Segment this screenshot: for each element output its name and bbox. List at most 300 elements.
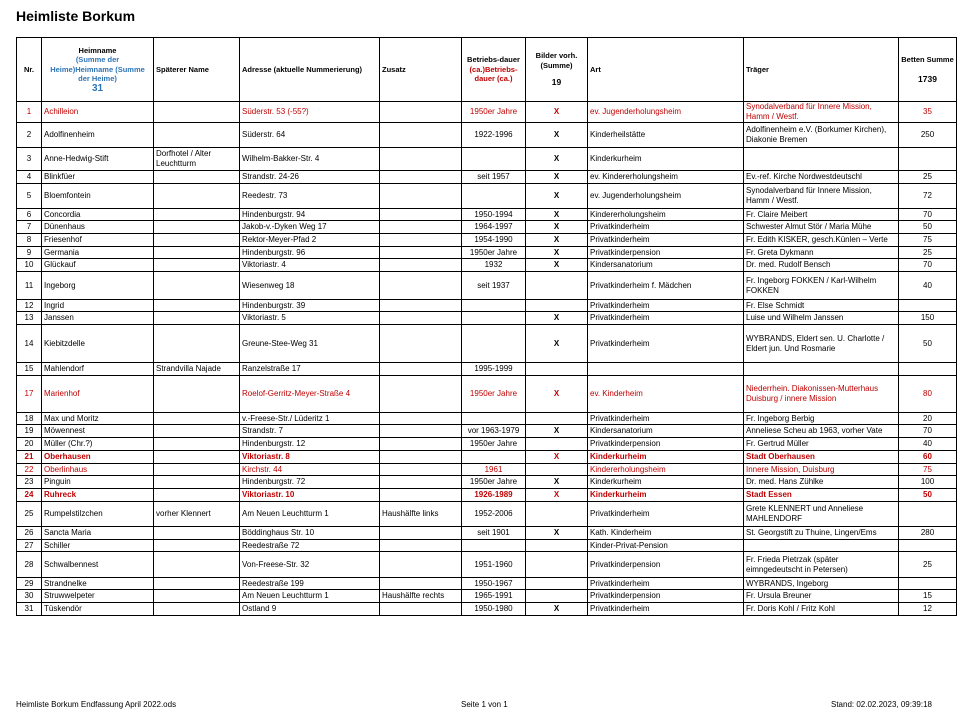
footer-filename: Heimliste Borkum Endfassung April 2022.ods (16, 700, 177, 709)
cell-nr: 9 (17, 247, 42, 259)
cell-zusatz (380, 363, 462, 376)
cell-dauer (462, 540, 526, 552)
cell-bilder: X (526, 123, 588, 148)
cell-name: Marienhof (42, 376, 154, 413)
cell-dauer (462, 300, 526, 312)
cell-zusatz (380, 312, 462, 325)
cell-nr: 7 (17, 221, 42, 234)
cell-betten: 20 (899, 413, 957, 425)
cell-spaeter (154, 325, 240, 363)
cell-betten: 80 (899, 376, 957, 413)
cell-nr: 28 (17, 552, 42, 578)
cell-art: Kindererholungsheim (588, 209, 744, 221)
cell-traeger: Adolfinenheim e.V. (Borkumer Kirchen), Diakonie Bremen (744, 123, 899, 148)
cell-traeger: WYBRANDS, Ingeborg (744, 578, 899, 590)
cell-dauer (462, 312, 526, 325)
cell-traeger (744, 540, 899, 552)
cell-spaeter (154, 376, 240, 413)
cell-spaeter (154, 234, 240, 247)
cell-traeger: Dr. med. Hans Zühlke (744, 476, 899, 489)
cell-bilder: X (526, 603, 588, 616)
cell-nr: 20 (17, 438, 42, 451)
table-row (17, 425, 957, 438)
cell-nr: 24 (17, 489, 42, 502)
cell-bilder (526, 502, 588, 527)
cell-bilder (526, 464, 588, 476)
cell-bilder: X (526, 451, 588, 464)
cell-traeger: Fr. Gertrud Müller (744, 438, 899, 451)
cell-nr: 2 (17, 123, 42, 148)
cell-art: Kinderkurheim (588, 148, 744, 171)
cell-traeger: Fr. Else Schmidt (744, 300, 899, 312)
cell-dauer (462, 451, 526, 464)
cell-art: Privatkinderpension (588, 438, 744, 451)
table-row (17, 590, 957, 603)
col-header-heimname-sub: (Summe der Heime)Heimname (Summe der Heime) (50, 55, 145, 84)
cell-art (588, 363, 744, 376)
cell-adresse: Viktoriastr. 10 (240, 489, 380, 502)
cell-art: Privatkinderheim (588, 300, 744, 312)
cell-dauer: 1926-1989 (462, 489, 526, 502)
cell-adresse: Ranzelstraße 17 (240, 363, 380, 376)
cell-betten: 75 (899, 464, 957, 476)
cell-traeger: Stadt Oberhausen (744, 451, 899, 464)
cell-name: Achilleion (42, 102, 154, 123)
cell-dauer (462, 148, 526, 171)
cell-adresse: Roelof-Gerritz-Meyer-Straße 4 (240, 376, 380, 413)
table-row (17, 209, 957, 221)
table-row (17, 527, 957, 540)
cell-spaeter (154, 209, 240, 221)
cell-art: ev. Jugenderholungsheim (588, 184, 744, 209)
cell-adresse: Von-Freese-Str. 32 (240, 552, 380, 578)
document-title: Heimliste Borkum (16, 8, 136, 24)
table-row (17, 300, 957, 312)
cell-traeger: Grete KLENNERT und Anneliese MAHLENDORF (744, 502, 899, 527)
cell-betten: 60 (899, 451, 957, 464)
cell-bilder: X (526, 425, 588, 438)
cell-spaeter (154, 221, 240, 234)
table-row (17, 376, 957, 413)
cell-betten (899, 363, 957, 376)
cell-spaeter (154, 425, 240, 438)
col-header-betten: Betten Summe 1739 (899, 38, 957, 102)
table-row (17, 272, 957, 300)
footer-page: Seite 1 von 1 (461, 700, 508, 709)
cell-adresse: Wilhelm-Bakker-Str. 4 (240, 148, 380, 171)
cell-dauer: seit 1937 (462, 272, 526, 300)
cell-traeger: WYBRANDS, Eldert sen. U. Charlotte / Eldert jun. Und Rosmarie (744, 325, 899, 363)
cell-zusatz: Haushälfte rechts (380, 590, 462, 603)
cell-betten: 70 (899, 259, 957, 272)
cell-art: Kath. Kinderheim (588, 527, 744, 540)
cell-spaeter (154, 540, 240, 552)
cell-betten: 35 (899, 102, 957, 123)
cell-betten: 40 (899, 272, 957, 300)
cell-betten: 75 (899, 234, 957, 247)
cell-spaeter (154, 438, 240, 451)
cell-art: Kinderkurheim (588, 476, 744, 489)
cell-adresse: Ostland 9 (240, 603, 380, 616)
cell-art: Kinderheilstätte (588, 123, 744, 148)
cell-spaeter (154, 123, 240, 148)
cell-art: Privatkinderpension (588, 590, 744, 603)
cell-adresse: Reedestr. 73 (240, 184, 380, 209)
cell-zusatz (380, 247, 462, 259)
table-row (17, 259, 957, 272)
table-row (17, 489, 957, 502)
cell-nr: 29 (17, 578, 42, 590)
cell-spaeter (154, 247, 240, 259)
cell-name: Sancta Maria (42, 527, 154, 540)
table-row (17, 502, 957, 527)
cell-name: Dünenhaus (42, 221, 154, 234)
cell-traeger: Fr. Frieda Pietrzak (später eimngedeutscht in Petersen) (744, 552, 899, 578)
cell-nr: 8 (17, 234, 42, 247)
cell-spaeter (154, 464, 240, 476)
cell-art: Kinderkurheim (588, 489, 744, 502)
cell-dauer: seit 1957 (462, 171, 526, 184)
cell-spaeter (154, 451, 240, 464)
cell-zusatz (380, 123, 462, 148)
cell-betten: 250 (899, 123, 957, 148)
cell-name: Kiebitzdelle (42, 325, 154, 363)
cell-zusatz (380, 102, 462, 123)
cell-zusatz (380, 272, 462, 300)
cell-adresse: Hindenburgstr. 96 (240, 247, 380, 259)
cell-adresse: Greune-Stee-Weg 31 (240, 325, 380, 363)
cell-bilder: X (526, 247, 588, 259)
cell-traeger: Fr. Edith KISKER, gesch.Künlen – Verte (744, 234, 899, 247)
cell-art: Privatkinderheim (588, 312, 744, 325)
cell-adresse: Strandstr. 24-26 (240, 171, 380, 184)
table-row (17, 325, 957, 363)
cell-zusatz (380, 234, 462, 247)
cell-art: ev. Jugenderholungsheim (588, 102, 744, 123)
table-row (17, 148, 957, 171)
cell-zusatz (380, 413, 462, 425)
cell-art: Privatkinderheim (588, 578, 744, 590)
cell-bilder: X (526, 221, 588, 234)
cell-name: Strandnelke (42, 578, 154, 590)
cell-zusatz (380, 489, 462, 502)
cell-nr: 6 (17, 209, 42, 221)
cell-adresse: Hindenburgstr. 12 (240, 438, 380, 451)
cell-zusatz (380, 221, 462, 234)
cell-adresse: v.-Freese-Str./ Lüderitz 1 (240, 413, 380, 425)
cell-betten: 25 (899, 247, 957, 259)
cell-betten: 70 (899, 209, 957, 221)
cell-spaeter (154, 259, 240, 272)
cell-dauer: 1965-1991 (462, 590, 526, 603)
cell-traeger: Fr. Ursula Breuner (744, 590, 899, 603)
cell-traeger: Schwester Almut Stör / Maria Mühe (744, 221, 899, 234)
cell-betten: 50 (899, 221, 957, 234)
cell-bilder: X (526, 489, 588, 502)
table-row (17, 540, 957, 552)
cell-name: Struwwelpeter (42, 590, 154, 603)
cell-nr: 13 (17, 312, 42, 325)
col-header-dauer-sub: (ca.)Betriebs-dauer (ca.) (469, 64, 518, 84)
cell-adresse: Viktoriastr. 5 (240, 312, 380, 325)
cell-zusatz (380, 603, 462, 616)
cell-name: Adolfinenheim (42, 123, 154, 148)
cell-dauer: 1952-2006 (462, 502, 526, 527)
cell-adresse: Süderstr. 64 (240, 123, 380, 148)
cell-dauer: 1964-1997 (462, 221, 526, 234)
cell-dauer (462, 325, 526, 363)
cell-betten: 150 (899, 312, 957, 325)
cell-traeger: Fr. Doris Kohl / Fritz Kohl (744, 603, 899, 616)
cell-adresse: Viktoriastr. 8 (240, 451, 380, 464)
cell-bilder (526, 438, 588, 451)
cell-zusatz (380, 464, 462, 476)
cell-bilder: X (526, 312, 588, 325)
cell-spaeter (154, 590, 240, 603)
cell-spaeter (154, 603, 240, 616)
cell-name: Friesenhof (42, 234, 154, 247)
cell-nr: 5 (17, 184, 42, 209)
cell-art: Privatkinderheim (588, 502, 744, 527)
cell-spaeter (154, 489, 240, 502)
cell-name: Ruhreck (42, 489, 154, 502)
cell-adresse: Viktoriastr. 4 (240, 259, 380, 272)
cell-dauer: 1950er Jahre (462, 438, 526, 451)
table-row (17, 603, 957, 616)
cell-dauer: 1932 (462, 259, 526, 272)
cell-art: Kinder-Privat-Pension (588, 540, 744, 552)
cell-name: Anne-Hedwig-Stift (42, 148, 154, 171)
cell-betten: 12 (899, 603, 957, 616)
cell-dauer: seit 1901 (462, 527, 526, 540)
heimliste-table (16, 37, 957, 616)
cell-traeger: Fr. Ingeborg Berbig (744, 413, 899, 425)
cell-betten: 100 (899, 476, 957, 489)
cell-betten (899, 148, 957, 171)
cell-dauer: 1950-1980 (462, 603, 526, 616)
cell-dauer: 1922-1996 (462, 123, 526, 148)
cell-adresse: Kirchstr. 44 (240, 464, 380, 476)
cell-dauer: 1950-1967 (462, 578, 526, 590)
cell-nr: 11 (17, 272, 42, 300)
table-row (17, 102, 957, 123)
betten-sum: 1739 (918, 73, 937, 84)
cell-nr: 4 (17, 171, 42, 184)
cell-traeger: St. Georgstift zu Thuine, Lingen/Ems (744, 527, 899, 540)
cell-name: Tüskendör (42, 603, 154, 616)
cell-zusatz (380, 376, 462, 413)
col-header-traeger: Träger (744, 38, 899, 102)
cell-adresse: Hindenburgstr. 72 (240, 476, 380, 489)
col-header-dauer: Betriebs-dauer (ca.)Betriebs-dauer (ca.) (462, 38, 526, 102)
cell-spaeter: vorher Klennert (154, 502, 240, 527)
cell-name: Oberhausen (42, 451, 154, 464)
cell-betten: 15 (899, 590, 957, 603)
cell-art: Privatkinderheim (588, 234, 744, 247)
cell-bilder (526, 413, 588, 425)
cell-zusatz (380, 476, 462, 489)
cell-nr: 22 (17, 464, 42, 476)
cell-bilder (526, 363, 588, 376)
cell-art: Privatkinderpension (588, 247, 744, 259)
cell-zusatz (380, 148, 462, 171)
table-row (17, 451, 957, 464)
cell-betten: 25 (899, 552, 957, 578)
cell-nr: 27 (17, 540, 42, 552)
cell-art: Kinderkurheim (588, 451, 744, 464)
cell-name: Concordia (42, 209, 154, 221)
cell-name: Janssen (42, 312, 154, 325)
cell-spaeter (154, 272, 240, 300)
cell-art: Kindersanatorium (588, 425, 744, 438)
cell-betten (899, 502, 957, 527)
cell-name: Oberlinhaus (42, 464, 154, 476)
cell-dauer: 1954-1990 (462, 234, 526, 247)
cell-zusatz (380, 325, 462, 363)
cell-traeger: Synodalverband für Innere Mission, Hamm / Westf. (744, 102, 899, 123)
cell-nr: 21 (17, 451, 42, 464)
cell-traeger: Luise und Wilhelm Janssen (744, 312, 899, 325)
cell-betten: 70 (899, 425, 957, 438)
table-header-row (17, 38, 957, 102)
cell-name: Glückauf (42, 259, 154, 272)
cell-zusatz (380, 209, 462, 221)
cell-spaeter (154, 102, 240, 123)
cell-bilder: X (526, 209, 588, 221)
cell-betten: 280 (899, 527, 957, 540)
cell-dauer: 1950-1994 (462, 209, 526, 221)
col-header-adresse: Adresse (aktuelle Nummerierung) (240, 38, 380, 102)
table-row (17, 363, 957, 376)
table-row (17, 413, 957, 425)
cell-spaeter (154, 171, 240, 184)
cell-bilder: X (526, 476, 588, 489)
cell-dauer (462, 184, 526, 209)
table-row (17, 184, 957, 209)
cell-dauer: 1950er Jahre (462, 476, 526, 489)
cell-traeger (744, 148, 899, 171)
cell-nr: 17 (17, 376, 42, 413)
cell-nr: 10 (17, 259, 42, 272)
cell-art: Privatkinderheim (588, 221, 744, 234)
cell-nr: 14 (17, 325, 42, 363)
cell-zusatz (380, 184, 462, 209)
cell-bilder: X (526, 259, 588, 272)
table-body (17, 102, 957, 616)
col-header-bilder: Bilder vorh. (Summe) 19 (526, 38, 588, 102)
table-row (17, 438, 957, 451)
cell-traeger: Ev.-ref. Kirche Nordwestdeutschl (744, 171, 899, 184)
cell-dauer: vor 1963-1979 (462, 425, 526, 438)
cell-bilder: X (526, 527, 588, 540)
cell-zusatz (380, 451, 462, 464)
cell-adresse: Am Neuen Leuchtturm 1 (240, 590, 380, 603)
cell-spaeter (154, 312, 240, 325)
cell-betten: 50 (899, 489, 957, 502)
cell-nr: 15 (17, 363, 42, 376)
table-row (17, 221, 957, 234)
cell-adresse: Strandstr. 7 (240, 425, 380, 438)
cell-traeger (744, 363, 899, 376)
cell-nr: 12 (17, 300, 42, 312)
cell-name: Pinguin (42, 476, 154, 489)
cell-name: Ingrid (42, 300, 154, 312)
cell-zusatz (380, 527, 462, 540)
cell-traeger: Stadt Essen (744, 489, 899, 502)
cell-zusatz (380, 540, 462, 552)
cell-bilder: X (526, 148, 588, 171)
cell-spaeter (154, 413, 240, 425)
cell-dauer: 1995-1999 (462, 363, 526, 376)
cell-bilder (526, 272, 588, 300)
cell-art: Kindererholungsheim (588, 464, 744, 476)
cell-traeger: Fr. Greta Dykmann (744, 247, 899, 259)
cell-name: Max und Moritz (42, 413, 154, 425)
cell-art: Privatkinderpension (588, 552, 744, 578)
table-row (17, 476, 957, 489)
cell-traeger: Fr. Ingeborg FOKKEN / Karl-Wilhelm FOKKEN (744, 272, 899, 300)
cell-nr: 25 (17, 502, 42, 527)
cell-nr: 1 (17, 102, 42, 123)
cell-dauer: 1950er Jahre (462, 247, 526, 259)
cell-zusatz (380, 171, 462, 184)
cell-zusatz (380, 552, 462, 578)
cell-adresse: Rektor-Meyer-Pfad 2 (240, 234, 380, 247)
cell-betten (899, 578, 957, 590)
col-header-heimname: Heimname (Summe der Heime)Heimname (Summe der Heime) 31 (42, 38, 154, 102)
cell-bilder (526, 300, 588, 312)
cell-nr: 19 (17, 425, 42, 438)
cell-adresse: Böddinghaus Str. 10 (240, 527, 380, 540)
cell-adresse: Wiesenweg 18 (240, 272, 380, 300)
cell-spaeter (154, 476, 240, 489)
bilder-sum: 19 (551, 77, 562, 88)
cell-betten: 40 (899, 438, 957, 451)
cell-bilder (526, 552, 588, 578)
cell-bilder: X (526, 325, 588, 363)
cell-art: Privatkinderheim f. Mädchen (588, 272, 744, 300)
cell-bilder (526, 590, 588, 603)
cell-betten (899, 540, 957, 552)
table-row (17, 578, 957, 590)
cell-name: Rumpelstilzchen (42, 502, 154, 527)
cell-betten: 50 (899, 325, 957, 363)
cell-zusatz (380, 578, 462, 590)
cell-art: ev. Kindererholungsheim (588, 171, 744, 184)
table-row (17, 171, 957, 184)
cell-art: Kindersanatorium (588, 259, 744, 272)
cell-betten: 72 (899, 184, 957, 209)
cell-spaeter (154, 552, 240, 578)
cell-spaeter (154, 527, 240, 540)
cell-dauer: 1961 (462, 464, 526, 476)
cell-art: Privatkinderheim (588, 325, 744, 363)
cell-bilder: X (526, 102, 588, 123)
cell-zusatz (380, 425, 462, 438)
cell-name: Schiller (42, 540, 154, 552)
cell-art: ev. Kinderheim (588, 376, 744, 413)
cell-art: Privatkinderheim (588, 413, 744, 425)
cell-adresse: Am Neuen Leuchtturm 1 (240, 502, 380, 527)
cell-zusatz (380, 300, 462, 312)
cell-name: Blinkfüer (42, 171, 154, 184)
cell-spaeter (154, 578, 240, 590)
table-row (17, 552, 957, 578)
cell-adresse: Reedestraße 199 (240, 578, 380, 590)
cell-name: Ingeborg (42, 272, 154, 300)
table-row (17, 464, 957, 476)
cell-dauer: 1950er Jahre (462, 376, 526, 413)
